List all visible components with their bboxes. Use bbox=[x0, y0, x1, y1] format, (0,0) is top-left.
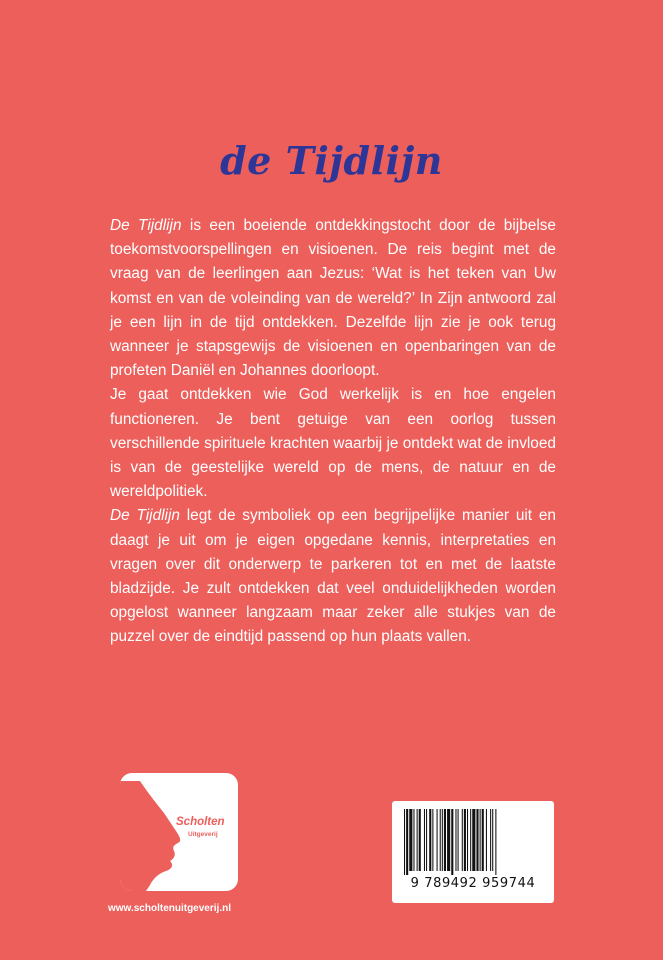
barcode-bar bbox=[472, 809, 475, 871]
barcode-bar bbox=[455, 809, 456, 871]
barcode-bar bbox=[404, 809, 405, 875]
isbn-barcode bbox=[392, 801, 554, 903]
barcode-bar bbox=[409, 809, 412, 871]
barcode-bar bbox=[462, 809, 463, 871]
barcode-bar bbox=[440, 809, 441, 871]
blurb-text: legt de symboliek op een begrijpelijke manier uit en daagt je uit om je eigen opgedane kennis, interpretaties en vragen over dit onderwerp te parkeren tot en met de laatste bladzijde. Je zult ontdekken dat veel onduidelijkheden worden opgelost wanneer langzaam maar zeker alle stukjes van de puzzel over de eindtijd passend op hun plaats vallen. bbox=[110, 507, 556, 646]
barcode-bar bbox=[417, 809, 418, 871]
blurb-text: is een boeiende ontdekkingstocht door de bijbelse toekomstvoorspellingen en visioenen. De reis begint met de vraag van de leerlingen aan Jezus: ‘Wat is het teken van Uw komst en van de voleinding van de wereld?’ In Zijn antwoord zal je een lijn in de tijd ontdekken. Dezelfde lijn zie je ook terug wanneer je stapsgewijs de visioenen en openbaringen van de profeten Daniël en Johannes doorloopt. bbox=[110, 217, 556, 380]
isbn-number: 9 789492 959744 bbox=[410, 876, 536, 891]
back-cover-blurb bbox=[110, 214, 556, 650]
barcode-bar bbox=[476, 809, 478, 871]
barcode-bar bbox=[419, 809, 421, 871]
blurb-title-ref: De Tijdlijn bbox=[110, 507, 180, 525]
blurb-paragraph-2: Je gaat ontdekken wie God werkelijk is en hoe engelen functioneren. Je bent getuige van een oorlog tussen verschillende spirituele krachten waarbij je ontdekt wat de invloed is van de geestelijke wereld op de mens, de natuur en de wereldpolitiek. bbox=[110, 386, 556, 501]
barcode-bar bbox=[444, 809, 446, 871]
barcode-bar bbox=[492, 809, 493, 871]
barcode-bar bbox=[451, 809, 453, 875]
barcode-bar bbox=[495, 809, 496, 875]
barcode-bar bbox=[432, 809, 433, 871]
blurb-title-ref: De Tijdlijn bbox=[110, 217, 182, 234]
barcode-bar bbox=[482, 809, 484, 871]
publisher-name: Scholten bbox=[176, 816, 225, 828]
barcode-bar bbox=[464, 809, 466, 871]
barcode-bar bbox=[480, 809, 481, 871]
barcode-bar bbox=[458, 809, 459, 871]
barcode-icon bbox=[404, 809, 542, 875]
barcode-bar bbox=[470, 809, 471, 871]
barcode-bar bbox=[429, 809, 431, 871]
barcode-bar bbox=[442, 809, 443, 871]
barcode-bar bbox=[406, 809, 408, 875]
publisher-subtitle: Uitgeverij bbox=[188, 831, 218, 838]
barcode-bar bbox=[490, 809, 491, 871]
book-title: de Tijdlijn bbox=[220, 138, 443, 183]
publisher-logo bbox=[120, 773, 238, 891]
barcode-bar bbox=[447, 809, 450, 871]
barcode-bar bbox=[486, 809, 487, 871]
barcode-bar bbox=[413, 809, 414, 871]
barcode-bar bbox=[437, 809, 438, 871]
barcode-bar bbox=[424, 809, 425, 871]
blurb-paragraph-1 bbox=[110, 214, 556, 383]
barcode-bar bbox=[426, 809, 427, 871]
blurb-paragraph-3 bbox=[110, 504, 556, 649]
barcode-bar bbox=[467, 809, 468, 871]
publisher-website[interactable]: www.scholtenuitgeverij.nl bbox=[108, 903, 231, 914]
profile-silhouette-icon bbox=[120, 773, 238, 891]
